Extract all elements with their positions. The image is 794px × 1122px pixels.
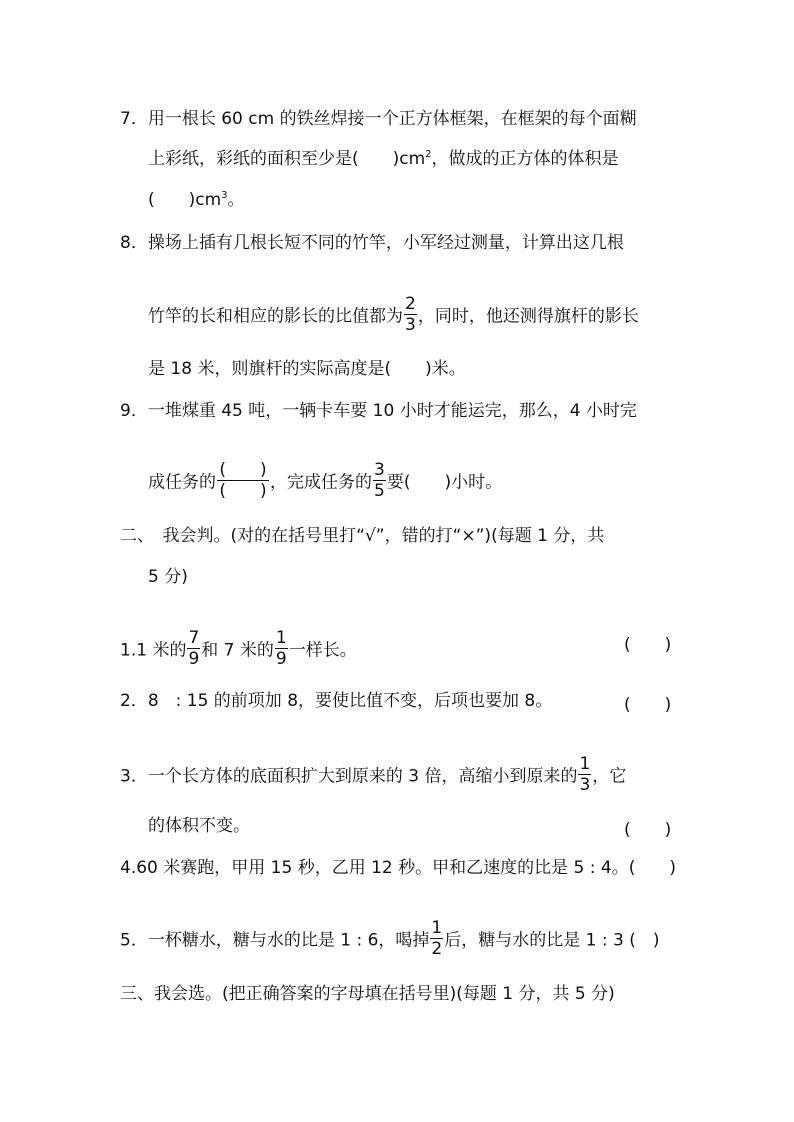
q9-fraction [373,460,386,501]
judge-3-line-2: 的体积不变。 [148,816,250,836]
judge-4: 4.60 米赛跑，甲用 15 秒，乙用 12 秒。甲和乙速度的比是 5 : 4。( ) [120,858,676,878]
q9-line-2-c: 要( )小时。 [386,472,503,493]
judge-5-frac [430,918,443,959]
q8-line-2-b: ，同时，他还测得旗杆的影长 [417,306,639,327]
q7-line-2-a: 上彩纸，彩纸的面积至少是( )cm [148,149,426,169]
section-3-heading: 三、我会选。(把正确答案的字母填在括号里)(每题 1 分，共 5 分) [120,984,615,1004]
q7-sup-2: 2 [425,149,432,160]
q8-line-3: 是 18 米，则旗杆的实际高度是( )米。 [148,359,466,379]
q8-frac-den: 3 [405,315,416,335]
judge-5 [120,920,659,961]
judge-1-frac-2-den: 9 [275,649,287,669]
judge-5-a: 5．一杯糖水，糖与水的比是 1 : 6，喝掉 [120,930,430,951]
q8-line-2 [148,296,639,337]
judge-2: 2．8 : 15 的前项加 8，要使比值不变，后项也要加 8。 [120,691,553,711]
judge-3-answer-paren[interactable]: ( ) [624,820,672,840]
q8-line-2-a: 竹竿的长和相应的影长的比值都为 [148,306,403,327]
judge-1-b: 和 7 米的 [201,640,274,661]
q7-line-2 [148,148,619,170]
q9-line-2 [148,462,502,503]
q7-line-2-b: ，做成的正方体的体积是 [431,149,619,169]
judge-1-frac-1-num: 7 [188,628,200,648]
judge-1-c: 一样长。 [288,640,357,661]
q9-blank-num: ( ) [217,460,269,481]
judge-1-frac-1 [187,628,200,669]
q9-line-2-b: ，完成任务的 [270,472,372,493]
q8-line-1: 8．操场上插有几根长短不同的竹竿，小军经过测量，计算出这几根 [120,233,624,253]
section-2-heading: 二、 我会判。(对的在括号里打“√”，错的打“×”)(每题 1 分，共 [120,526,605,546]
judge-1-frac-2 [275,628,288,669]
judge-3-frac [578,754,591,795]
q9-frac-num: 3 [374,460,385,480]
judge-1-frac-2-num: 1 [275,628,287,648]
q9-line-2-a: 成任务的 [148,472,216,493]
judge-3-frac-den: 3 [579,775,591,795]
judge-3-line-1 [120,756,626,797]
judge-5-frac-den: 2 [431,939,443,959]
judge-1 [120,630,357,671]
section-2-heading-cont: 5 分) [148,567,188,587]
judge-3-a: 3．一个长方体的底面积扩大到原来的 3 倍，高缩小到原来的 [120,766,578,787]
judge-1-answer-paren[interactable]: ( ) [624,635,672,655]
q7-line-3-a: ( )cm [148,190,222,210]
judge-2-answer-paren[interactable]: ( ) [624,695,672,715]
q7-line-3-b: 。 [227,190,245,210]
q8-fraction [404,294,417,335]
q8-frac-num: 2 [405,294,416,314]
judge-3-b: ，它 [592,766,627,787]
judge-5-b: 后，糖与水的比是 1 : 3 ( ) [444,930,660,951]
q9-frac-den: 5 [374,481,385,501]
judge-3-frac-num: 1 [579,754,591,774]
judge-1-a: 1.1 米的 [120,640,187,661]
judge-1-frac-1-den: 9 [188,649,200,669]
judge-5-frac-num: 1 [431,918,443,938]
q9-blank-den: ( ) [219,481,267,501]
q9-line-1: 9．一堆煤重 45 吨，一辆卡车要 10 小时才能运完，那么，4 小时完 [120,401,637,421]
q7-sup-3: 3 [221,190,228,201]
q7-line-3 [148,189,245,211]
q9-blank-fraction [217,460,269,501]
q7-line-1: 7．用一根长 60 cm 的铁丝焊接一个正方体框架，在框架的每个面糊 [120,109,637,129]
